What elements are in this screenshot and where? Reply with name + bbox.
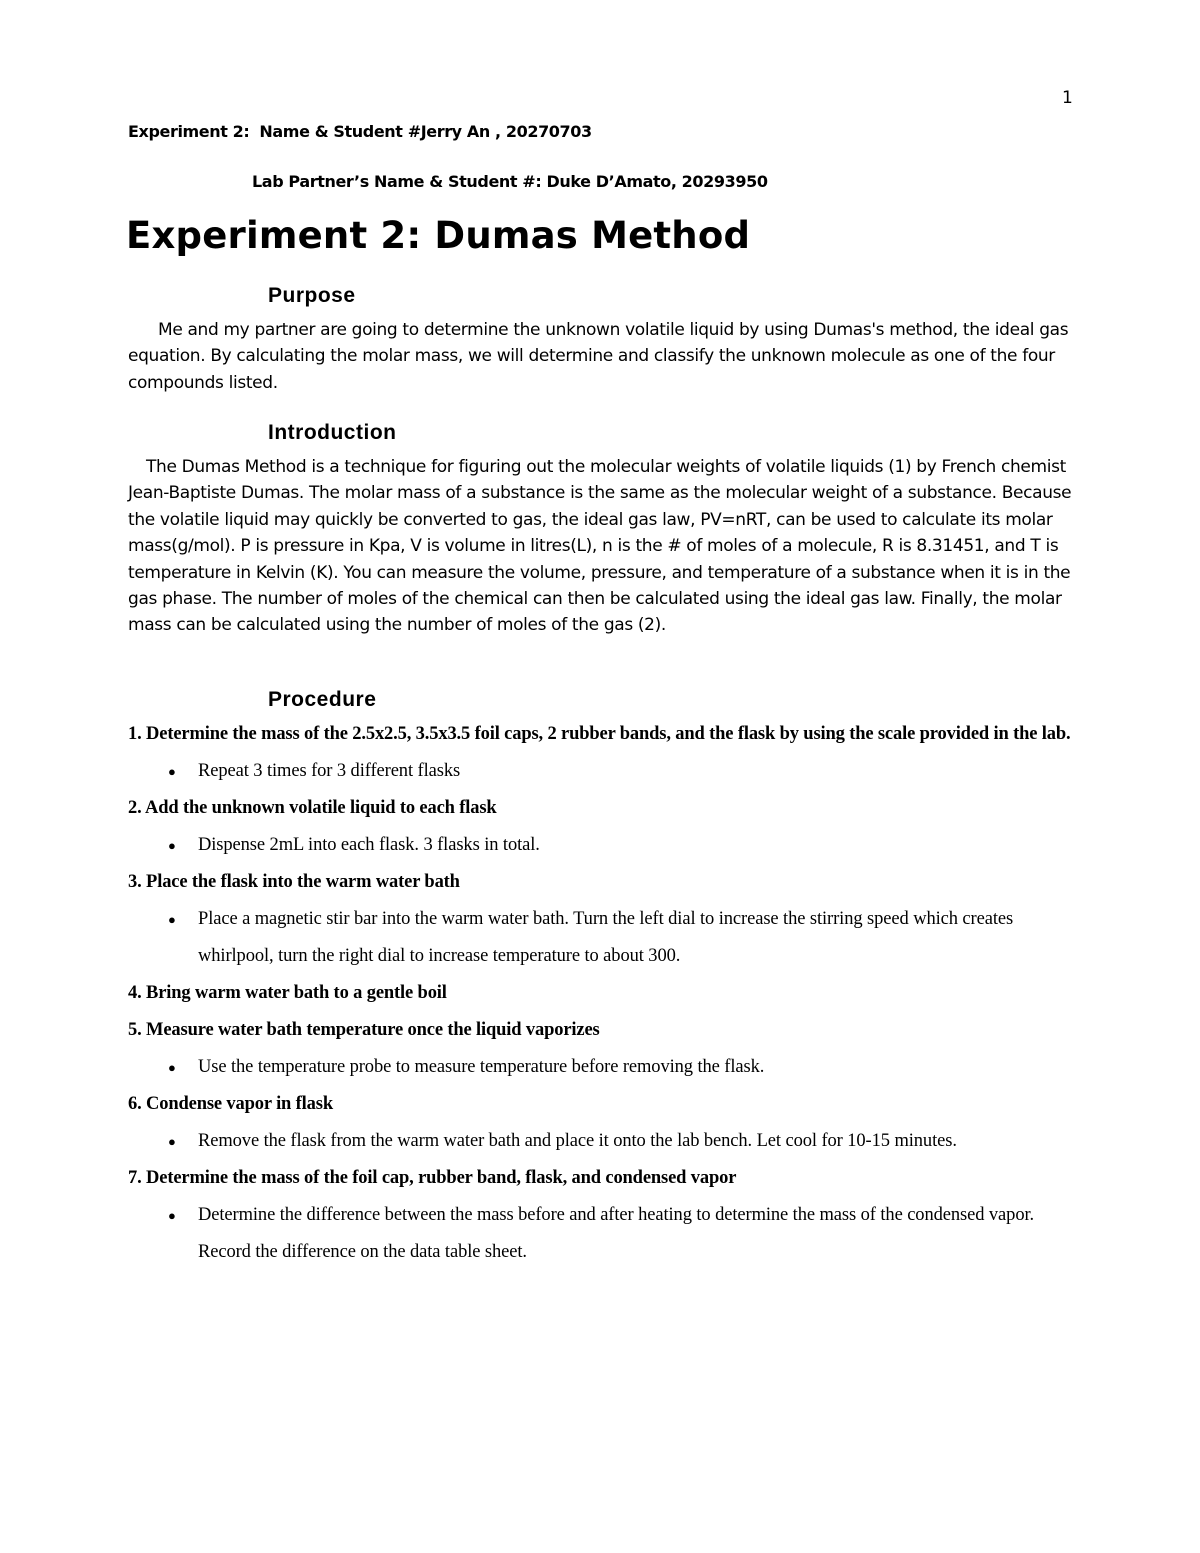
bullet-icon: ● (168, 1134, 176, 1149)
procedure-step-6-bullet (128, 1123, 1078, 1160)
header-partner-line: Lab Partner’s Name & Student #: Duke D’Amato, 20293950 (252, 172, 768, 191)
procedure-list (128, 716, 1078, 1271)
procedure-step-6: 6. Condense vapor in flask (128, 1094, 333, 1114)
procedure-step-7-bullet (128, 1197, 1078, 1271)
experiment-label: Experiment 2: (128, 122, 250, 141)
bullet-icon: ● (168, 1208, 176, 1223)
procedure-step-7: 7. Determine the mass of the foil cap, rubber band, flask, and condensed vapor (128, 1168, 737, 1188)
bullet-text: Place a magnetic stir bar into the warm water bath. Turn the left dial to increase the stirring speed which creates whirlpool, turn the right dial to increase temperature to about 300. (198, 909, 1014, 966)
introduction-paragraph: The Dumas Method is a technique for figuring out the molecular weights of volatile liquids (1) by French chemist Jean-Baptiste Dumas. The molar mass of a substance is the same as the molecular weight of a substance. Because the volatile liquid may quickly be converted to gas, the ideal gas law, PV=nRT, can be used to calculate its molar mass(g/mol). P is pressure in Kpa, V is volume in litres(L), n is the # of moles of a molecule, R is 8.31451, and T is temperature in Kelvin (K). You can measure the volume, pressure, and temperature of a substance when it is in the gas phase. The number of moles of the chemical can then be calculated using the ideal gas law. Finally, the molar mass can be calculated using the number of moles of the gas (2). (128, 457, 1072, 636)
procedure-step-3-bullet (128, 901, 1078, 975)
procedure-heading: Procedure (268, 688, 377, 711)
bullet-icon: ● (168, 764, 176, 779)
student-name-id: Name & Student #Jerry An , 20270703 (259, 122, 592, 141)
bullet-text: Use the temperature probe to measure temperature before removing the flask. (198, 1057, 765, 1077)
header-student-line (128, 122, 592, 141)
procedure-step-1: 1. Determine the mass of the 2.5x2.5, 3.5x3.5 foil caps, 2 rubber bands, and the flask by using the scale provided in the lab. (128, 724, 1071, 744)
document-title: Experiment 2: Dumas Method (126, 214, 751, 257)
procedure-step-5: 5. Measure water bath temperature once the liquid vaporizes (128, 1020, 600, 1040)
page-number: 1 (1062, 88, 1073, 108)
purpose-heading: Purpose (268, 284, 356, 307)
procedure-step-1-bullet (128, 753, 1078, 790)
procedure-step-5-bullet (128, 1049, 1078, 1086)
purpose-paragraph: Me and my partner are going to determine the unknown volatile liquid by using Dumas's method, the ideal gas equation. By calculating the molar mass, we will determine and classify the unknown molecule as one of the four compounds listed. (128, 320, 1069, 393)
procedure-step-2: 2. Add the unknown volatile liquid to each flask (128, 798, 497, 818)
bullet-text: Determine the difference between the mass before and after heating to determine the mass of the condensed vapor. Record the difference on the data table sheet. (198, 1205, 1035, 1262)
bullet-icon: ● (168, 1060, 176, 1075)
procedure-step-4: 4. Bring warm water bath to a gentle boil (128, 983, 447, 1003)
procedure-step-3: 3. Place the flask into the warm water bath (128, 872, 460, 892)
bullet-text: Repeat 3 times for 3 different flasks (198, 761, 461, 781)
procedure-step-2-bullet (128, 827, 1078, 864)
bullet-text: Dispense 2mL into each flask. 3 flasks in total. (198, 835, 540, 855)
introduction-heading: Introduction (268, 421, 397, 444)
bullet-icon: ● (168, 838, 176, 853)
bullet-icon: ● (168, 912, 176, 927)
bullet-text: Remove the flask from the warm water bath and place it onto the lab bench. Let cool for 10-15 minutes. (198, 1131, 957, 1151)
